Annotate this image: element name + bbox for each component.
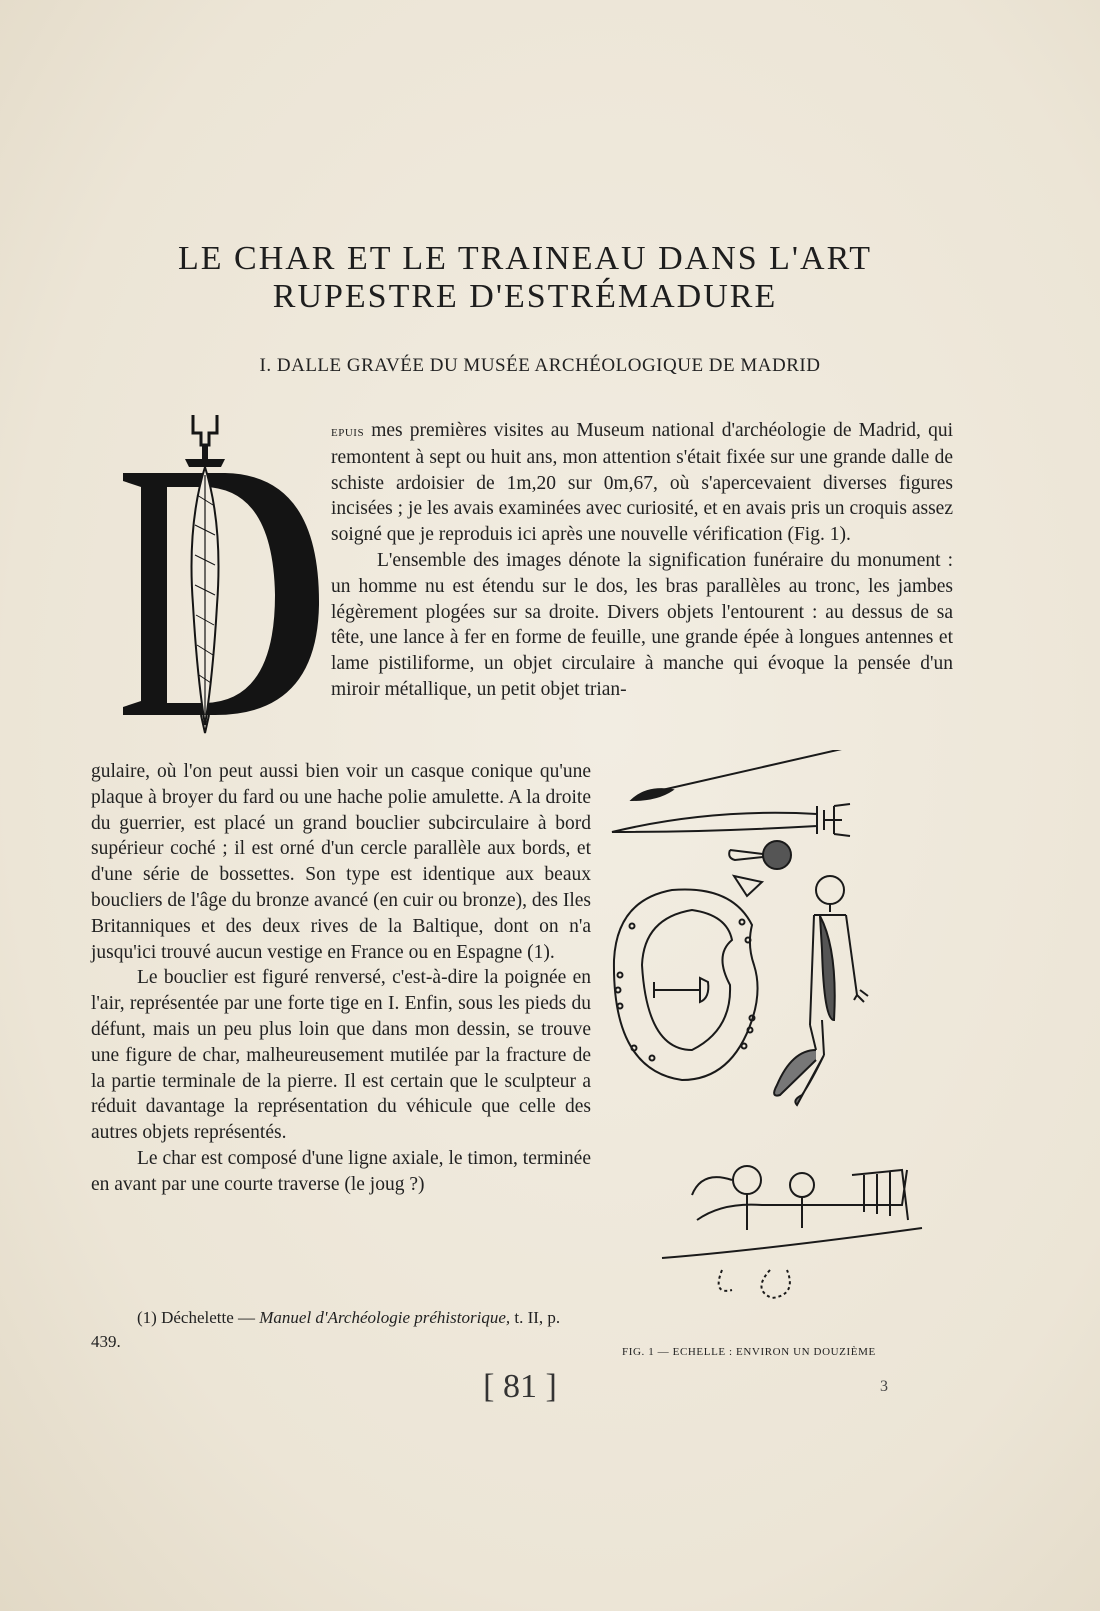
figure-1-illustration [602, 750, 932, 1340]
chariot-icon [662, 1166, 922, 1298]
paragraph-2-start: L'ensemble des images dénote la signification funéraire du monument : un homme nu est étendu sur le dos, les bras parallèles au tronc, les jambes légèrement plogées sur sa droite. Divers objets l'entourent : au dessus de sa tête, une lance à fer en forme de feuille, une grande épée à longues antennes et lame pistiliforme, un objet circulaire à manche qui évoque la pensée d'un miroir métallique, un petit objet trian- [331, 549, 953, 700]
footnote [91, 1306, 591, 1354]
paragraph-2-continued: gulaire, où l'on peut aussi bien voir un casque conique qu'une plaque à broyer du fard ou une hache polie amulette. A la droite du guerrier, est placé un grand bouclier subcirculaire à bord supérieur coché ; il est orné d'un cercle parallèle aux bords, et d'une série de bossettes. Son type est identique aux beaux boucliers de l'âge du bronze avancé (en cuir ou bronze), des Iles Britanniques et des deux rives de la Baltique, dont on n'a jusqu'ici trouvé aucun vestige en France ou en Espagne (1). [91, 761, 591, 963]
article-title [120, 240, 930, 316]
paragraph-1-text: mes premières visites au Museum national d'archéologie de Madrid, qui remontent à sept ou huit ans, mon attention s'était fixée sur une grande dalle de schiste ardoisier de 1m,20 sur 0m,67, où s'apercevaient diverses figures incisées ; je les avais examinées avec curiosité, et en avais pris un croquis assez soigné que je reproduis ici après une nouvelle vérification (Fig. 1). [331, 420, 953, 546]
dropcap-d-illustration [105, 415, 325, 755]
dropcap-continuation: epuis [331, 423, 365, 440]
paragraph-4: Le char est composé d'une ligne axiale, le timon, terminée en avant par une courte traverse (le joug ?) [91, 1147, 591, 1195]
paragraph-3: Le bouclier est figuré renversé, c'est-à-dire la poignée en l'air, représentée par une forte tige en I. Enfin, sous les pieds du défunt, mais un peu plus loin que dans mon dessin, se trouve une figure de char, malheureusement mutilée par la fracture de la partie terminale de la pierre. Il est certain que le sculpteur a réduit davantage la représentation du véhicule que celle des autres objets représentés. [91, 967, 591, 1144]
footnote-marker: (1) Déchelette — [137, 1308, 255, 1327]
shield-icon [614, 889, 758, 1080]
dropcap-sword-icon [185, 415, 225, 733]
title-line-1: LE CHAR ET LE TRAINEAU DANS L'ART [177, 240, 873, 277]
footnote-title: Manuel d'Archéologie préhistorique, [259, 1308, 511, 1327]
page-number: [ 81 ] [483, 1368, 557, 1405]
paragraph-1 [331, 418, 953, 548]
text-block-top [331, 418, 953, 703]
mirror-icon [729, 841, 791, 869]
title-line-2: RUPESTRE D'ESTRÉMADURE [272, 278, 778, 315]
sword-icon [612, 804, 850, 836]
signature-mark: 3 [880, 1378, 888, 1395]
footnote-reference: t. II, p. 439. [91, 1308, 561, 1351]
text-block-left [91, 759, 591, 1198]
human-figure-icon [774, 876, 868, 1105]
dropcap-letter-shape [123, 473, 319, 715]
figure-caption: FIG. 1 — ECHELLE : ENVIRON UN DOUZIÈME [622, 1346, 876, 1358]
triangle-object-icon [734, 876, 762, 896]
spear-icon [632, 750, 890, 800]
section-heading: I. DALLE GRAVÉE DU MUSÉE ARCHÉOLOGIQUE DE MADRID [259, 355, 821, 376]
